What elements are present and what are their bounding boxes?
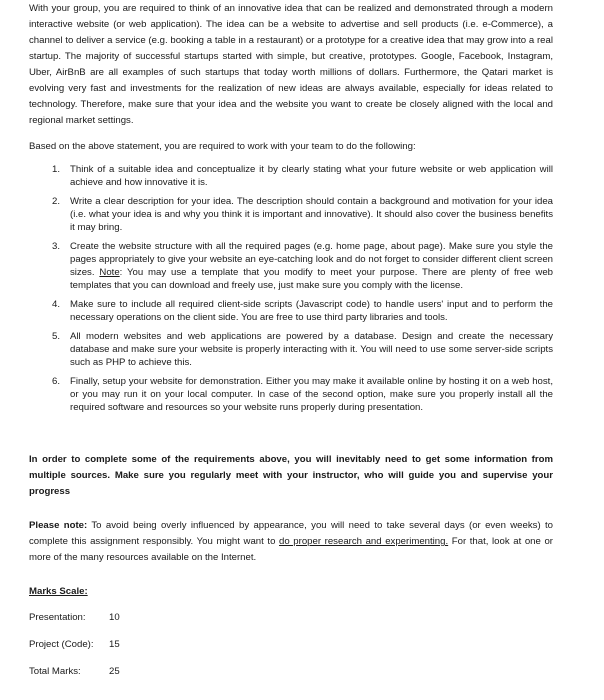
task-item-3: [29, 240, 553, 292]
note-label: Note: [99, 267, 120, 278]
task-text-part: : You may use a template that you modify to meet your purpose. There are plenty of free web templates that you can download and freely use, just make sure you comply with the license.: [70, 267, 553, 291]
task-text: Make sure to include all required client-side scripts (Javascript code) to handle users' input and to perform the necessary operations on the client side. You are free to use third party libraries and tools.: [70, 299, 553, 323]
marks-value: 10: [109, 612, 120, 623]
task-number: 5.: [52, 331, 61, 342]
assignment-document: [29, 0, 553, 680]
note-paragraph: [29, 518, 553, 566]
task-text: [70, 240, 553, 292]
task-list: [29, 163, 553, 414]
intro-paragraph: With your group, you are required to think of an innovative idea that can be realized and demonstrated through a modern interactive website (or web application). The idea can be a website to advertise and sell products (i.e. e-Commerce), a channel to deliver a service (e.g. booking a table in a restaurant) or a prototype for a creative idea that may grow into a real startup. The majority of successful startups started with simple, but creative, prototypes. Google, Facebook, Instagram, Uber, AirBnB are all examples of such startups that today worth millions of dollars. Furthermore, the Qatari market is evolving very fast and investments for the realization of new ideas are always available, especially for ideas related to technology. Therefore, make sure that your idea and the website you want to create be closely aligned with the local and regional market settings.: [29, 3, 553, 126]
task-number: 2.: [52, 196, 61, 207]
task-item-5: [29, 330, 553, 369]
research-emphasis: do proper research and experimenting.: [279, 536, 449, 547]
marks-scale-title: Marks Scale:: [29, 586, 88, 597]
task-number: 1.: [52, 164, 61, 175]
marks-row-total: [29, 664, 553, 680]
marks-value: 15: [109, 639, 120, 650]
task-number: 4.: [52, 299, 61, 310]
marks-row-presentation: [29, 610, 553, 626]
instructions-lead: Based on the above statement, you are required to work with your team to do the following:: [29, 141, 416, 152]
task-text-part: Create the website structure with all the required pages (e.g. home page, about page). Make sure you style the pages appropriately to give your website an eye-catching look and do not forget to consider different client screen sizes.: [70, 241, 553, 278]
marks-row-project: [29, 637, 553, 653]
note-text: To avoid being overly influenced by appearance, you will need to take several days (or even weeks) to complete this assignment responsibly. You might want to: [29, 520, 553, 547]
task-text: Write a clear description for your idea. The description should contain a background and motivation for your idea (i.e. what your idea is and why you think it is important and innovative). It should also cover the business benefits it may bring.: [70, 196, 553, 233]
task-text: Finally, setup your website for demonstration. Either you may make it available online by hosting it on a web host, or you may run it on your local computer. In case of the second option, make sure you properly install all the required software and resources so your website runs properly during presentation.: [70, 376, 553, 413]
task-item-6: [29, 375, 553, 414]
task-text: All modern websites and web applications are powered by a database. Design and create the necessary database and make sure your website is properly interacting with it. You will need to use some server-side scripts such as PHP to achieve this.: [70, 331, 553, 368]
task-text: Think of a suitable idea and conceptualize it by clearly stating what your future website or web application will achieve and how innovative it is.: [70, 164, 553, 188]
task-item-4: [29, 298, 553, 324]
task-number: 6.: [52, 376, 61, 387]
requirements-paragraph: In order to complete some of the requirements above, you will inevitably need to get some information from multiple sources. Make sure you regularly meet with your instructor, who will guide you and supervise your progress: [29, 454, 553, 497]
task-item-2: [29, 195, 553, 234]
note-text: For that, look at one or more of the many resources available on the Internet.: [29, 536, 553, 563]
marks-label: Project (Code):: [29, 639, 94, 650]
marks-label: Presentation:: [29, 612, 86, 623]
note-label: Please note:: [29, 520, 88, 531]
task-item-1: [29, 163, 553, 189]
marks-label: Total Marks:: [29, 666, 81, 677]
marks-value: 25: [109, 666, 120, 677]
task-number: 3.: [52, 241, 61, 252]
